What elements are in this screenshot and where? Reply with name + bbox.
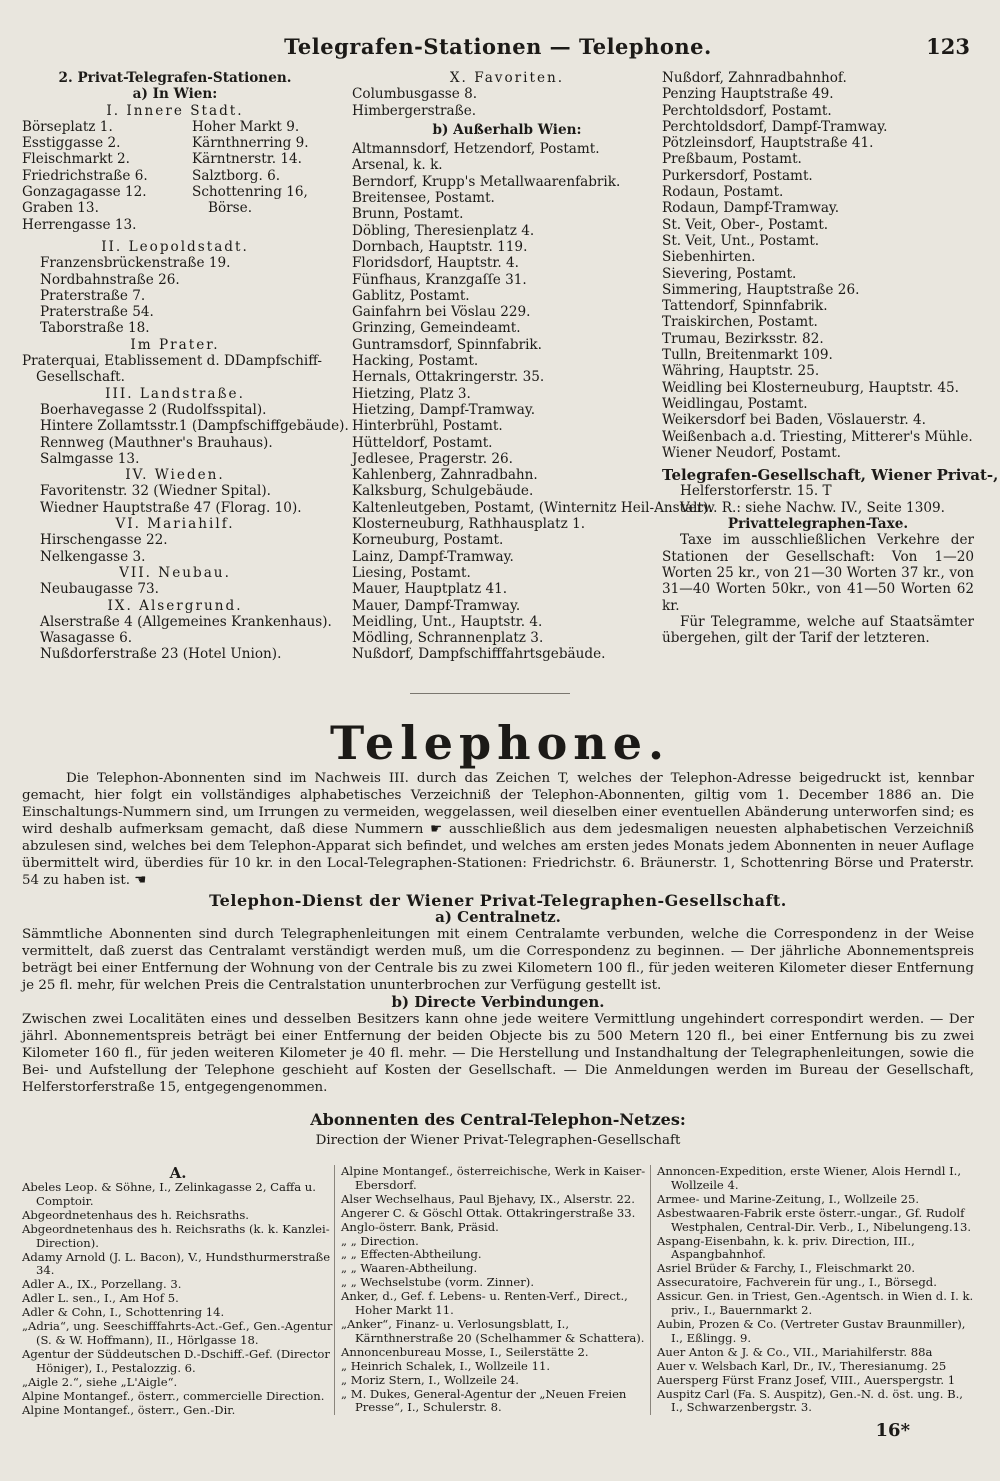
subscriber-columns	[22, 1165, 974, 1435]
list-item: Rennweg (Mauthner's Brauhaus).	[40, 434, 273, 451]
list-item: Adler L. sen., I., Am Hof 5.	[22, 1291, 179, 1306]
list-item: „ „ Wechselstube (vorm. Zinner).	[341, 1275, 535, 1290]
list-item: Alpine Montangef., österreichische, Werk in Kaiser-Ebersdorf.	[341, 1164, 646, 1192]
list-item: Taborstraße 18.	[40, 320, 150, 337]
list-item: Dornbach, Hauptstr. 119.	[352, 238, 528, 255]
list-item: Berndorf, Krupp's Metallwaarenfabrik.	[352, 173, 621, 190]
signature-mark: 16*	[875, 1420, 910, 1441]
list-item: Annoncen-Expedition, erste Wiener, Alois Herndl I., Wollzeile 4.	[657, 1164, 962, 1192]
list-item: „Aigle 2.“, siehe „L'Aigle“.	[22, 1374, 178, 1389]
list-item: Floridsdorf, Hauptstr. 4.	[352, 255, 519, 272]
list-item: Abgeordnetenhaus des h. Reichsraths (k. k. Kanzlei-Direction).	[22, 1221, 330, 1250]
list-item: Sievering, Postamt.	[662, 265, 797, 282]
list-item: „ Moriz Stern, I., Wollzeile 24.	[341, 1372, 519, 1387]
list-item: Praterstraße 54.	[40, 304, 154, 321]
list-item: Neubaugasse 73.	[40, 581, 159, 598]
list-item: Klosterneuburg, Rathhausplatz 1.	[352, 516, 586, 533]
list-item: Kaltenleutgeben, Postamt, (Winternitz Heil-Anstalt).	[352, 499, 713, 516]
list-item: Abgeordnetenhaus des h. Reichsraths.	[22, 1207, 249, 1222]
list-item: Nußdorf, Zahnradbahnhof.	[662, 70, 847, 86]
district-heading: X. Favoriten.	[449, 70, 565, 86]
tarif-heading: Privattelegraphen-Taxe.	[727, 516, 909, 533]
list-item: Hietzing, Platz 3.	[352, 385, 471, 402]
list-item: Kalksburg, Schulgebäude.	[352, 483, 534, 500]
list-item: „ M. Dukes, General-Agentur der „Neuen Freien Presse“, I., Schulerstr. 8.	[341, 1386, 627, 1415]
station-columns	[22, 70, 999, 670]
telephone-title: Telephone.	[330, 716, 670, 770]
list-item: Traiskirchen, Postamt.	[662, 314, 818, 331]
list-item: Asbestwaaren-Fabrik erste österr.-ungar., Gf. Rudolf Westphalen, Central-Dir. Verb., I., Nibelungeng.13.	[657, 1205, 972, 1234]
intro-paragraph: Die Telephon-Abonnenten sind im Nachweis III. durch das Zeichen T, welches der Telephon-Adresse beigedruckt ist, kennbar gemacht, hier folgt ein vollständiges alphabetisches Verzeichniß der Telephon-Abonnenten, giltig vom 1. December 1886 an. Die Einschaltungs-Nummern sind, um Irrungen zu vermeiden, weggelassen, weil dieselben einer eventuellen Abänderung unterworfen sind; es wird deshalb aufmerksam gemacht, daß diese Nummern ☛ ausschließlich aus dem jedesmaligen neuesten alphabetischen Verzeichniß abzulesen sind, welches bei dem Telephon-Apparat sich befindet, und welches am ersten jedes Monats jedem Abonnenten in neuer Auflage übermittelt wird, überdies für 10 kr. in den Local-Telegraphen-Stationen: Friedrichstr. 6. Bräunerstr. 1, Schottenring Börse und Praterstr. 54 zu haben ist. ☚	[22, 771, 974, 888]
list-item: Weidlingau, Postamt.	[662, 395, 808, 412]
column-more-stations	[662, 70, 999, 647]
page-number: 123	[926, 34, 970, 59]
list-item: Adler & Cohn, I., Schottenring 14.	[22, 1305, 225, 1320]
list-item: Weikersdorf bei Baden, Vöslauerstr. 4.	[662, 412, 926, 429]
list-item: Annoncenbureau Mosse, I., Seilerstätte 2.	[341, 1344, 589, 1359]
list-item: Tattendorf, Spinnfabrik.	[662, 298, 828, 315]
list-item: Preßbaum, Postamt.	[662, 151, 802, 168]
list-item: Jedlesee, Pragerstr. 26.	[352, 450, 513, 467]
list-item: Nelkengasse 3.	[40, 548, 146, 565]
subscriber-column-1	[22, 1165, 334, 1417]
service-title: Telephon-Dienst der Wiener Privat-Telegraphen-Gesellschaft.	[209, 891, 787, 910]
list-item: Kärntnerstr. 14.	[192, 151, 302, 168]
telephone-intro	[22, 770, 974, 889]
list-item: Himbergerstraße.	[352, 102, 477, 119]
subsection-heading: a) In Wien:	[132, 86, 218, 103]
list-item: Lainz, Dampf-Tramway.	[352, 548, 514, 565]
list-item: Auer Anton & J. & Co., VII., Mariahilferstr. 88a	[657, 1344, 933, 1359]
central-net-text: Sämmtliche Abonnenten sind durch Telegraphenleitungen mit einem Centralamte verbunden, welche die Correspondenz in der Weise vermittelt, daß zuerst das Centralamt verständigt werden muß, um die Correspondenz zu beginnen. — Der jährliche Abonnementspreis beträgt bei einer Entfernung der Wohnung von der Centrale bis zu zwei Kilometern 100 fl., für jeden weiteren Kilometer dieser Entfernung je 25 fl. mehr, für welchen Preis die Centralstation ununterbrochen zur Verfügung gestellt ist.	[22, 927, 974, 993]
list-item: Franzensbrückenstraße 19.	[40, 255, 231, 272]
list-item: Salztborg. 6.	[192, 167, 281, 184]
list-item: Gonzagagasse 12.	[22, 184, 147, 201]
list-item: Alpine Montangef., österr., Gen.-Dir.	[22, 1402, 236, 1417]
running-title: Telegrafen-Stationen — Telephone.	[284, 34, 712, 59]
list-item: Angerer C. & Göschl Ottak. Ottakringerstraße 33.	[341, 1205, 636, 1220]
district-heading: VI. Mariahilf.	[115, 516, 235, 533]
list-item: Favoritenstr. 32 (Wiedner Spital).	[40, 483, 271, 500]
tarif-note: Für Telegramme, welche auf Staatsämter übergehen, gilt der Tarif der letzteren.	[662, 613, 974, 647]
list-item: Arsenal, k. k.	[352, 157, 443, 174]
list-item: Herrengasse 13.	[22, 216, 137, 233]
list-item: Mauer, Dampf-Tramway.	[352, 597, 521, 614]
list-item: Währing, Hauptstr. 25.	[662, 363, 820, 380]
list-item: „Adria“, ung. Seeschifffahrts-Act.-Gef., Gen.-Agentur (S. & W. Hoffmann), II., Hörlgasse 18.	[22, 1319, 333, 1347]
district-heading: II. Leopoldstadt.	[101, 238, 249, 255]
list-item: Pötzleinsdorf, Hauptstraße 41.	[662, 135, 874, 152]
list-item: Fünfhaus, Kranzgaſſe 31.	[352, 271, 527, 288]
company-name: Telegrafen-Gesellschaft, Wiener Privat-,	[662, 466, 999, 485]
list-item: Purkersdorf, Postamt.	[662, 167, 813, 184]
list-item: Boerhavegasse 2 (Rudolfsspital).	[40, 401, 267, 418]
list-item: Salmgasse 13.	[40, 450, 140, 467]
company-reference: Verw. R.: siehe Nachw. IV., Seite 1309.	[680, 499, 945, 516]
list-item: Esstiggasse 2.	[22, 135, 121, 152]
list-item: Brunn, Postamt.	[352, 206, 464, 223]
list-item: Guntramsdorf, Spinnfabrik.	[352, 336, 542, 353]
list-item: Wiedner Hauptstraße 47 (Florag. 10).	[40, 499, 302, 516]
list-item: „ „ Effecten-Abtheilung.	[341, 1247, 482, 1262]
list-item: Meidling, Unt., Hauptstr. 4.	[352, 613, 543, 630]
list-item: Hinterbrühl, Postamt.	[352, 418, 503, 435]
list-item: Nußdorferstraße 23 (Hotel Union).	[40, 646, 282, 663]
list-item: Auer v. Welsbach Karl, Dr., IV., Theresianumg. 25	[657, 1358, 947, 1373]
list-item: Hintere Zollamtsstr.1 (Dampfschiffgebäude).	[40, 418, 349, 435]
list-item: Fleischmarkt 2.	[22, 151, 130, 168]
list-item: Mödling, Schrannenplatz 3.	[352, 630, 544, 647]
list-item: Liesing, Postamt.	[352, 564, 471, 581]
district-heading: I. Innere Stadt.	[106, 102, 244, 119]
list-item: Wiener Neudorf, Postamt.	[662, 444, 842, 461]
list-item: Agentur der Süddeutschen D.-Dschiff.-Gef. (Director Höniger), I., Pestalozzig. 6.	[22, 1346, 330, 1375]
letter-heading: A.	[169, 1164, 187, 1182]
company-address: Helferstorferstr. 15. T	[680, 483, 832, 500]
list-item: Kärnthnerring 9.	[192, 135, 309, 152]
list-item: Abeles Leop. & Söhne, I., Zelinkagasse 2, Caffa u. Comptoir.	[22, 1180, 316, 1208]
list-item: Armee- und Marine-Zeitung, I., Wollzeile 25.	[657, 1191, 920, 1206]
subscriber-column-2	[334, 1165, 650, 1415]
list-item: Trumau, Bezirksstr. 82.	[662, 330, 824, 347]
list-item: Grinzing, Gemeindeamt.	[352, 320, 521, 337]
list-item: Breitensee, Postamt.	[352, 190, 495, 207]
list-item: Hacking, Postamt.	[352, 353, 479, 370]
list-item: Simmering, Hauptstraße 26.	[662, 281, 860, 298]
list-item: Korneuburg, Postamt.	[352, 532, 504, 549]
district-list	[22, 119, 328, 233]
list-item: Nußdorf, Dampfschifffahrtsgebäude.	[352, 646, 606, 663]
list-item: Tulln, Breitenmarkt 109.	[662, 347, 833, 364]
list-item: Hütteldorf, Postamt.	[352, 434, 493, 451]
list-item: Graben 13.	[22, 200, 99, 217]
list-item: Alserstraße 4 (Allgemeines Krankenhaus).	[40, 613, 332, 630]
central-net-title: a) Centralnetz.	[435, 908, 561, 926]
list-item: Columbusgasse 8.	[352, 86, 478, 103]
list-item: Assicur. Gen. in Triest, Gen.-Agentsch. in Wien d. I. k. priv., I., Bauernmarkt 2.	[657, 1289, 974, 1318]
list-item: St. Veit, Unt., Postamt.	[662, 232, 820, 249]
direct-connections-title: b) Directe Verbindungen.	[391, 993, 605, 1011]
list-item: Friedrichstraße 6.	[22, 167, 148, 184]
list-item: Aspang-Eisenbahn, k. k. priv. Direction, III., Aspangbahnhof.	[657, 1233, 915, 1262]
list-item: Gablitz, Postamt.	[352, 287, 470, 304]
subscribers-subtitle: Direction der Wiener Privat-Telegraphen-Gesellschaft	[315, 1133, 681, 1148]
divider	[410, 693, 570, 694]
district-heading: IX. Alsergrund.	[107, 597, 243, 614]
list-item: Nordbahnstraße 26.	[40, 271, 180, 288]
list-item: Mauer, Hauptplatz 41.	[352, 581, 508, 598]
telephone-service	[22, 892, 974, 1096]
direct-connections-text: Zwischen zwei Localitäten eines und desselben Besitzers kann ohne jede weitere Vermittlung ungehindert correspondirt werden. — Der jährl. Abonnementspreis beträgt bei einer Entfernung der beiden Objecte bis zu 500 Metern 120 fl., bei einer Entfernung bis zu zwei Kilometer 160 fl., für jeden weiteren Kilometer je 40 fl. mehr. — Die Herstellung und Instandhaltung der Telegraphenleitungen, sowie die Bei- und Aufstellung der Telephone geschieht auf Kosten der Gesellschaft. — Die Anmeldungen werden im Bureau der Gesellschaft, Helferstorferstraße 15, entgegengenommen.	[22, 1012, 974, 1095]
list-item: Hirschengasse 22.	[40, 532, 168, 549]
list-item: Döbling, Theresienplatz 4.	[352, 222, 535, 239]
tarif-text: Taxe im ausschließlichen Verkehre der Stationen der Gesellschaft: Von 1—20 Worten 25 kr., von 21—30 Worten 37 kr., von 31—40 Worten 50kr., von 41—50 Worten 62 kr.	[662, 532, 974, 614]
subsection-heading: b) Außerhalb Wien:	[432, 121, 582, 138]
list-item: St. Veit, Ober-, Postamt.	[662, 216, 829, 233]
list-item: Asriel Brüder & Farchy, I., Fleischmarkt 20.	[657, 1261, 916, 1276]
list-item: Alser Wechselhaus, Paul Bjehavy, IX., Alserstr. 22.	[341, 1191, 635, 1206]
list-item: „Anker“, Finanz- u. Verlosungsblatt, I., Kärnthnerstraße 20 (Schelhammer & Schattera).	[341, 1316, 645, 1345]
list-item: Praterquai, Etablissement d. DDampfschiff-Gesellschaft.	[22, 353, 322, 386]
list-item: Hietzing, Dampf-Tramway.	[352, 401, 536, 418]
list-item: Alpine Montangef., österr., commercielle Direction.	[22, 1388, 325, 1403]
list-item: Kahlenberg, Zahnradbahn.	[352, 467, 538, 484]
list-item: Penzing Hauptstraße 49.	[662, 86, 834, 103]
list-item: „ „ Waaren-Abtheilung.	[341, 1261, 478, 1276]
section-heading: 2. Privat-Telegrafen-Stationen.	[58, 70, 292, 86]
list-item: „ „ Direction.	[341, 1233, 419, 1248]
district-heading: VII. Neubau.	[119, 564, 231, 581]
list-item: Auspitz Carl (Fa. S. Auspitz), Gen.-N. d. öst. ung. B., I., Schwarzenbergstr. 3.	[657, 1386, 963, 1415]
list-item: Auersperg Fürst Franz Josef, VIII., Auerspergstr. 1	[657, 1372, 956, 1387]
list-item: Wasagasse 6.	[40, 630, 133, 647]
list-item: „ Heinrich Schalek, I., Wollzeile 11.	[341, 1358, 551, 1373]
list-item: Anglo-österr. Bank, Präsid.	[341, 1219, 499, 1234]
list-item: Schottenring 16,	[192, 184, 308, 201]
list-item: Siebenhirten.	[662, 249, 756, 266]
list-item: Adler A., IX., Porzellang. 3.	[22, 1277, 182, 1292]
subscriber-column-3	[650, 1165, 974, 1415]
list-item: Anker, d., Gef. f. Lebens- u. Renten-Verf., Direct., Hoher Markt 11.	[341, 1289, 628, 1318]
list-item: Hoher Markt 9.	[192, 118, 300, 135]
list-item: Perchtoldsdorf, Postamt.	[662, 102, 832, 119]
list-item: Rodaun, Postamt.	[662, 184, 784, 201]
list-item: Assecuratoire, Fachverein für ung., I., Börsegd.	[657, 1275, 937, 1290]
page-header	[22, 34, 974, 60]
list-item: Praterstraße 7.	[40, 287, 146, 304]
district-heading: Im Prater.	[130, 336, 220, 353]
list-item: Börseplatz 1.	[22, 118, 113, 135]
list-item: Gainfahrn bei Vöslau 229.	[352, 304, 531, 321]
list-item: Adamy Arnold (J. L. Bacon), V., Hundsthurmerstraße 34.	[22, 1249, 331, 1278]
list-item: Hernals, Ottakringerstr. 35.	[352, 369, 545, 386]
column-wien-stations	[22, 70, 349, 663]
station-list	[662, 70, 974, 461]
subscribers-heading	[22, 1110, 974, 1148]
district-heading: III. Landstraße.	[105, 385, 245, 402]
subscribers-title: Abonnenten des Central-Telephon-Netzes:	[310, 1110, 686, 1129]
list-item: Weißenbach a.d. Triesting, Mitterer's Mühle.	[662, 428, 973, 445]
list-item: Perchtoldsdorf, Dampf-Tramway.	[662, 118, 888, 135]
list-item: Rodaun, Dampf-Tramway.	[662, 200, 840, 217]
list-item: Altmannsdorf, Hetzendorf, Postamt.	[352, 141, 600, 158]
district-heading: IV. Wieden.	[125, 467, 225, 484]
list-item: Aubin, Prozen & Co. (Vertreter Gustav Braunmiller), I., Eßlingg. 9.	[657, 1316, 966, 1345]
list-item: Weidling bei Klosterneuburg, Hauptstr. 45.	[662, 379, 959, 396]
list-item: Börse.	[208, 200, 253, 217]
